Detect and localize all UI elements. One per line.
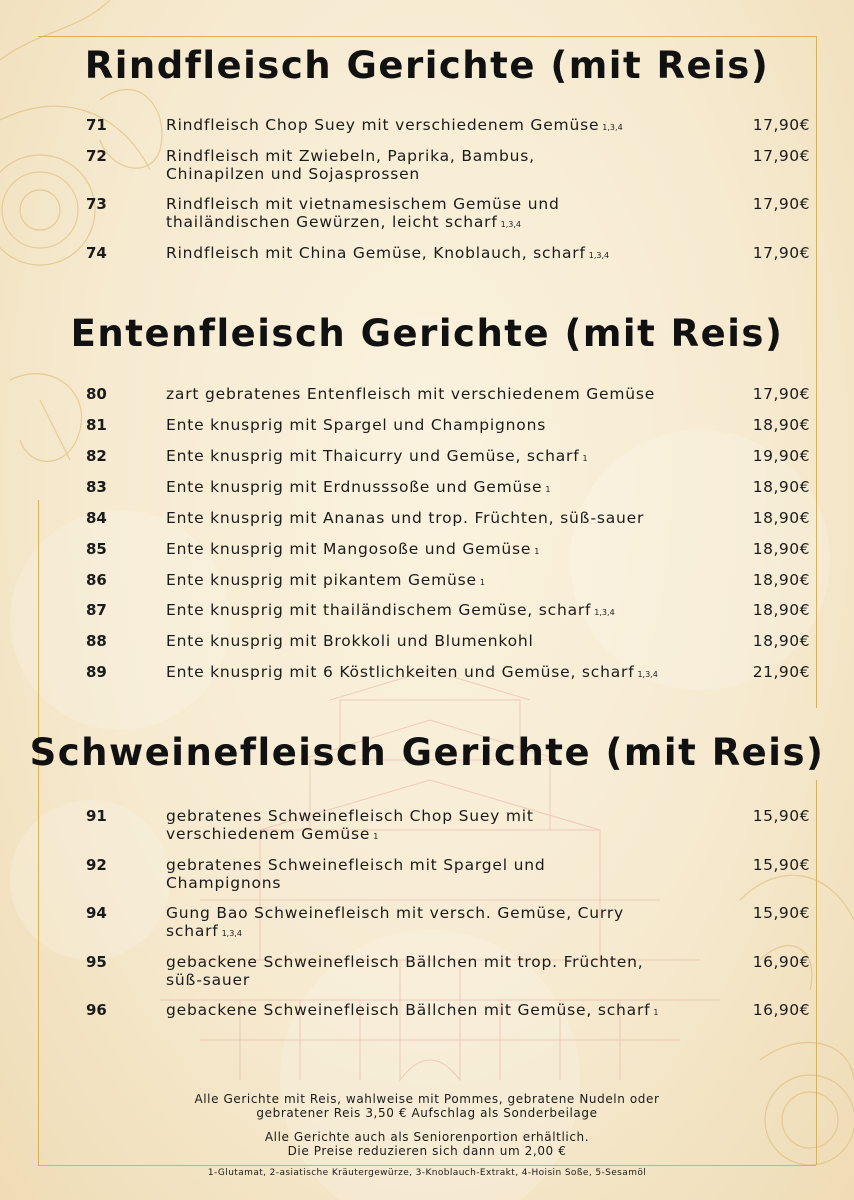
item-description: Ente knusprig mit Erdnusssoße und Gemüse 1 <box>166 478 551 496</box>
allergen-legend: 1-Glutamat, 2-asiatische Kräutergewürze, 3-Knoblauch-Extrakt, 4-Hoisin Soße, 5-Sesamöl <box>207 1168 647 1178</box>
item-note: 1 <box>545 485 551 494</box>
item-price: 18,90€ <box>752 632 810 650</box>
item-number: 94 <box>86 904 107 922</box>
item-price: 19,90€ <box>752 447 810 465</box>
item-price: 18,90€ <box>752 571 810 589</box>
item-description: Ente knusprig mit Brokkoli und Blumenkohl <box>166 632 534 650</box>
item-description: Rindfleisch mit vietnamesischem Gemüse und thailändischen Gewürzen, leicht scharf 1,3,4 <box>166 195 560 231</box>
item-description: Ente knusprig mit thailändischem Gemüse, scharf 1,3,4 <box>166 601 615 619</box>
item-note: 1,3,4 <box>221 929 242 938</box>
item-description: Ente knusprig mit Spargel und Champignons <box>166 416 547 434</box>
item-price: 17,90€ <box>752 147 810 165</box>
item-description: Ente knusprig mit Ananas und trop. Früchten, süß-sauer <box>166 509 645 527</box>
section-title-schweinefleisch: Schweinefleisch Gerichte (mit Reis) <box>29 731 825 774</box>
item-number: 89 <box>86 663 107 681</box>
item-description <box>166 147 726 183</box>
item-number: 91 <box>86 807 107 825</box>
item-price: 18,90€ <box>752 540 810 558</box>
item-note: 1 <box>653 1008 659 1017</box>
item-price: 21,90€ <box>752 663 810 681</box>
item-description: Rindfleisch Chop Suey mit verschiedenem Gemüse 1,3,4 <box>166 116 623 134</box>
item-note: 1,3,4 <box>500 220 521 229</box>
item-description: Ente knusprig mit pikantem Gemüse 1 <box>166 571 485 589</box>
section-title-entenfleisch: Entenfleisch Gerichte (mit Reis) <box>70 312 784 355</box>
item-description <box>166 856 726 892</box>
item-price: 15,90€ <box>752 904 810 922</box>
item-description: Gung Bao Schweinefleisch mit versch. Gemüse, Curry scharf 1,3,4 <box>166 904 624 940</box>
item-description: gebratenes Schweinefleisch Chop Suey mit verschiedenem Gemüse 1 <box>166 807 534 843</box>
item-note: 1,3,4 <box>594 608 615 617</box>
footer-note-line3: Alle Gerichte auch als Seniorenportion erhältlich. <box>264 1130 590 1144</box>
item-description-text: gebratenes Schweinefleisch mit Spargel und Champignons <box>166 856 546 892</box>
item-price: 18,90€ <box>752 601 810 619</box>
item-number: 92 <box>86 856 107 874</box>
item-price: 16,90€ <box>752 1001 810 1019</box>
item-description-text: gebackene Schweinefleisch Bällchen mit trop. Früchten, süß-sauer <box>166 953 644 989</box>
item-note: 1 <box>479 578 485 587</box>
footer-note-line4: Die Preise reduzieren sich dann um 2,00 € <box>287 1144 567 1158</box>
item-number: 95 <box>86 953 107 971</box>
item-price: 17,90€ <box>752 195 810 213</box>
frame-line-bottom <box>38 1165 816 1166</box>
item-number: 81 <box>86 416 107 434</box>
item-price: 17,90€ <box>752 244 810 262</box>
item-price: 15,90€ <box>752 856 810 874</box>
item-number: 83 <box>86 478 107 496</box>
frame-line-left <box>38 500 39 1165</box>
frame-line-right <box>816 36 817 708</box>
item-description: Ente knusprig mit Thaicurry und Gemüse, scharf 1 <box>166 447 588 465</box>
item-number: 72 <box>86 147 107 165</box>
item-note: 1 <box>373 832 379 841</box>
item-price: 16,90€ <box>752 953 810 971</box>
item-number: 73 <box>86 195 107 213</box>
item-number: 80 <box>86 385 107 403</box>
item-number: 74 <box>86 244 107 262</box>
item-price: 17,90€ <box>752 116 810 134</box>
item-price: 18,90€ <box>752 416 810 434</box>
footer-note-line2: gebratener Reis 3,50 € Aufschlag als Sonderbeilage <box>256 1106 598 1120</box>
item-note: 1,3,4 <box>588 251 610 260</box>
item-number: 84 <box>86 509 107 527</box>
item-note: 1,3,4 <box>637 670 658 679</box>
item-number: 87 <box>86 601 107 619</box>
item-number: 86 <box>86 571 107 589</box>
item-number: 85 <box>86 540 107 558</box>
item-price: 18,90€ <box>752 478 810 496</box>
section-title-rindfleisch: Rindfleisch Gerichte (mit Reis) <box>84 44 770 87</box>
item-price: 15,90€ <box>752 807 810 825</box>
item-price: 18,90€ <box>752 509 810 527</box>
item-description: zart gebratenes Entenfleisch mit verschiedenem Gemüse <box>166 385 656 403</box>
item-description: Rindfleisch mit China Gemüse, Knoblauch, scharf 1,3,4 <box>166 244 610 262</box>
item-price: 17,90€ <box>752 385 810 403</box>
item-note: 1 <box>582 454 588 463</box>
footer-note-line1: Alle Gerichte mit Reis, wahlweise mit Pommes, gebratene Nudeln oder <box>194 1092 660 1106</box>
item-number: 96 <box>86 1001 107 1019</box>
item-note: 1 <box>534 547 540 556</box>
item-description: gebackene Schweinefleisch Bällchen mit Gemüse, scharf 1 <box>166 1001 659 1019</box>
item-description: Ente knusprig mit 6 Köstlichkeiten und Gemüse, scharf 1,3,4 <box>166 663 658 681</box>
item-number: 82 <box>86 447 107 465</box>
item-description: Ente knusprig mit Mangosoße und Gemüse 1 <box>166 540 540 558</box>
item-description-text: Rindfleisch mit Zwiebeln, Paprika, Bambus, Chinapilzen und Sojasprossen <box>166 147 535 183</box>
item-number: 88 <box>86 632 107 650</box>
item-number: 71 <box>86 116 107 134</box>
frame-line-top <box>38 36 816 37</box>
item-description <box>166 953 726 989</box>
item-note: 1,3,4 <box>602 123 623 132</box>
